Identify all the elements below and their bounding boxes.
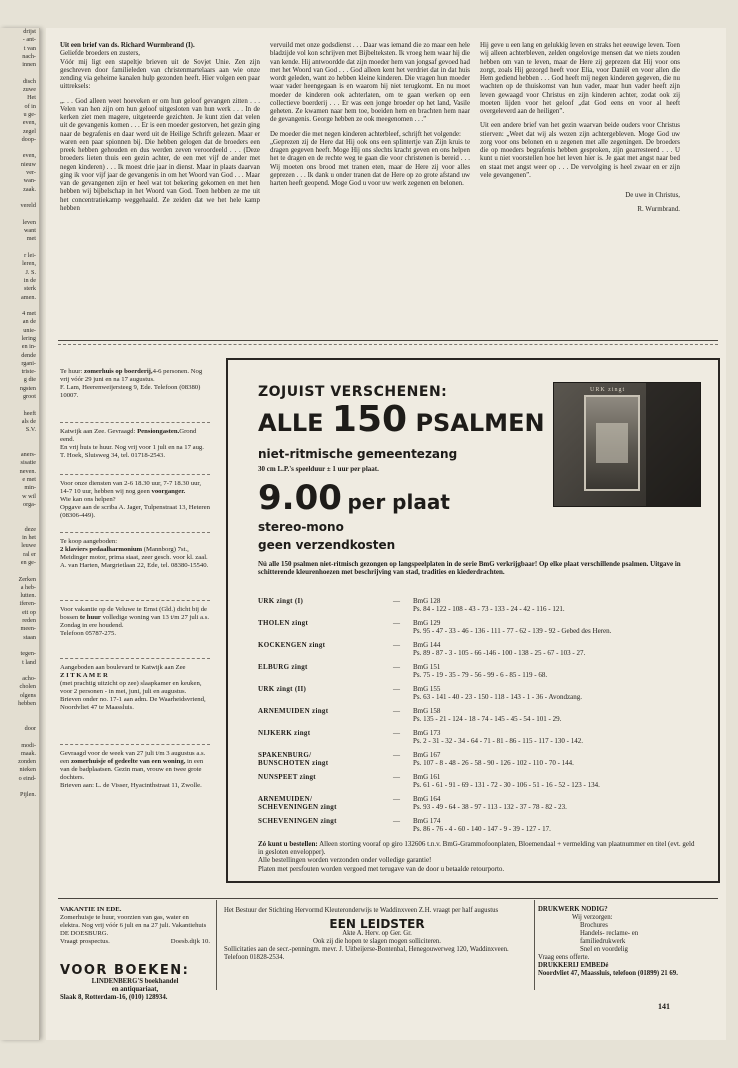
classified-ad (60, 428, 210, 460)
prev-page-line: nach- (22, 52, 36, 60)
letter-paragraph: vervuild met onze godsdienst . . . Daar was iemand die zo maar een hele bladzijde vol kon schrijven met Bijbelteksten. Ik vroeg hem waar hij die van kende. Hij antwoordde dat zijn moeder hem van jongsaf gevoed had met het Woord van God . . . God alleen kent het verdriet dat in dat huis wordt geleden, want zo hebben kleine kinderen. Die vragen hun moeder waar vader heengegaan is en waarom hij niet terugkomt. En nu moet moeder de kinderen ook achterlaten, om te gaan werken op een collectieve boerderij . . . Er was een jonge broeder op het land, Vasile geheten. Ze kwamen naar hem toe, boeiden hem en brachten hem naar de gevangenis. George hebben ze ook meegenomen . . .” (270, 42, 470, 124)
prev-page-line: nieuw (20, 160, 36, 168)
record-code: BmG 174 (413, 817, 441, 825)
record-code: BmG 128 (413, 597, 441, 605)
classified-bold: 2 klaviers pedaalharmonium (60, 545, 143, 553)
record-place: SCHEVENINGEN zingt (258, 817, 337, 825)
drukwerk-line: Brochures (580, 922, 608, 929)
prev-page-line: in de (23, 276, 36, 284)
prev-page-line: a heb- (20, 583, 36, 591)
prev-page-line: ver- (26, 169, 36, 177)
letter-column-3 (480, 42, 680, 215)
classified-bold: Z I T K A M E R (60, 671, 108, 679)
prev-page-line (0, 69, 39, 77)
boeken-address: Slaak 8, Rotterdam-16, (010) 128934. (60, 994, 168, 1001)
ad-stereo: stereo-mono (258, 520, 344, 534)
order-label: Zó kunt u bestellen: (258, 840, 318, 848)
drukwerk-address: Noordvliet 47, Maassluis, telefoon (01899) 21 69. (538, 970, 678, 977)
prev-page-line: triste- (21, 368, 36, 376)
prev-page-line: nieken (19, 766, 36, 774)
prev-page-line: g die (23, 376, 36, 384)
letter-paragraph: „. . . God alleen weet hoeveken er om hun geloof gevangen zitten . . . Velen van hen zijn om hun geloof uitgesloten van hun werk . . . In de kerken ziet men magere, uitgeteerde gezichten. Je kunt zien dat velen uit de gevangenis komen . . . Er is een moeder gestorven, het gezin ging naar de begrafenis en daar werd uit de Heilige Schrift gelezen. Maar er waren een paar spionnen bij. Die hebben gelogen dat de broeders een preek hebben gehouden en dus werden zeven veroordeeld . . . (Deze broeders lieten thuis een gezin achter, de een met vijf de ander met negen kinderen) . . . Ik moest drie jaar in dienst. Maar in plaats daarvan ging ik voor vijf jaar de gevangenis in om het Woord van God . . . Maar van de gevangenen zijn er heel wat tot bekering gekomen en met hen hebben wij bijbelschap in het Woord van God. Toen hebben ze me uit het concentratiekamp weggehaald. Ze zeiden dat we het hele kamp hebben (60, 97, 260, 212)
ad-title-count: 150 (331, 399, 408, 440)
classified-ad (60, 606, 210, 638)
prev-page-line: tegen- (20, 650, 36, 658)
prev-page-line: ral er (23, 550, 36, 558)
record-place: THOLEN zingt (258, 619, 309, 627)
classified-bold: Pensiongasten. (137, 428, 180, 435)
drukwerk-title: DRUKWERK NODIG? (538, 906, 608, 913)
record-code: BmG 164 (413, 795, 441, 803)
record-psalms: Ps. 84 - 122 - 108 - 43 - 73 - 133 - 24 - 42 - 116 - 121. (413, 605, 565, 613)
prev-page-line: t land (22, 658, 36, 666)
record-place: ARNEMUIDEN zingt (258, 707, 329, 715)
classified-lead: Te huur: (60, 368, 85, 375)
prev-page-line: acho- (22, 675, 36, 683)
record-row (258, 751, 698, 773)
record-dash: — (393, 685, 400, 693)
record-psalms: Ps. 95 - 47 - 33 - 46 - 136 - 111 - 77 - 62 - 139 - 92 - Gebed des Heren. (413, 627, 612, 635)
prev-page-line: door (24, 724, 36, 732)
boeken-sub: en antiquariaat, (111, 986, 159, 993)
record-psalms: Ps. 86 - 76 - 4 - 60 - 140 - 147 - 9 - 39 - 127 - 17. (413, 825, 551, 833)
classified-text: (met prachtig uitzicht op zee) slaapkamer en keuken, voor 2 personen - in mei, juni, juli en augustus. Brieven onder no. 17-1 aan adm. De Waarheidsvriend, Noordvliet 47 te Maassluis. (60, 679, 206, 711)
prev-page-line: even, (22, 152, 36, 160)
photo-window-image (584, 395, 640, 491)
record-row (258, 707, 698, 729)
record-psalms: Ps. 107 - 8 - 48 - 26 - 58 - 90 - 126 - 102 - 110 - 70 - 144. (413, 759, 574, 767)
ad-lp-info: 30 cm L.P.'s speelduur ± 1 uur per plaat. (258, 465, 379, 473)
section-divider-dashed (58, 344, 718, 345)
record-dash: — (393, 707, 400, 715)
ad-heading: ZOJUIST VERSCHENEN: (258, 384, 448, 400)
record-place: NIJKERK zingt (258, 729, 311, 737)
record-dash: — (393, 729, 400, 737)
classified-text: (Mannborg) 7st., Meidinger motor, prima staat, zeer gesch. voor kl. zaal. A. van Harten, Margrietlaan 22, Ede, tel. 08380-15540. (60, 545, 209, 569)
record-dash: — (393, 597, 400, 605)
prev-page-line: drijst (23, 28, 36, 35)
column-rule (216, 900, 217, 990)
prev-page-line: staan (23, 633, 36, 641)
classified-separator (60, 422, 210, 423)
classified-text: Grond eend. En vrij huis te huur. Nog vrij voor 1 juli en na 17 aug. T. Hoek, Sluisweg 34, tel. 01718-2543. (60, 428, 204, 459)
prev-page-line (0, 708, 39, 716)
boeken-shop: LINDENBERG'S boekhandel (91, 978, 179, 985)
prev-page-line: zaak. (23, 185, 36, 193)
classified-text: volledige woning van 13 t/m 27 juli a.s. Zondag in ere houdend. Telefoon 05787-275. (60, 613, 209, 637)
prev-page-line: als de (21, 417, 36, 425)
prev-page-line (0, 733, 39, 741)
classified-separator (60, 532, 210, 533)
prev-page-line: lering (21, 334, 36, 342)
drukwerk-line: Handels- reclame- en (580, 930, 639, 937)
prev-page-line: S.V. (25, 426, 36, 434)
record-place: NUNSPEET zingt (258, 773, 316, 781)
prev-page-line (0, 211, 39, 219)
prev-page-line: lutten. (20, 592, 36, 600)
prev-page-line: groot (22, 393, 36, 401)
record-psalms: Ps. 135 - 21 - 124 - 18 - 74 - 145 - 45 - 54 - 101 - 29. (413, 715, 562, 723)
classified-lead: Gevraagd voor de week van 27 juli t/m 3 augustus a.s. een (60, 750, 206, 765)
record-row (258, 663, 698, 685)
drukwerk-line: Snel en voordelig (580, 946, 628, 953)
ad-price (258, 478, 450, 518)
ad-price-value: 9.00 (258, 478, 342, 518)
prev-page-line: deze (24, 525, 36, 533)
leidster-title: EEN LEIDSTER (329, 917, 425, 931)
classified-text: in een van de badplaatsen. Gezin man, vrouw en twee grote dochters. Brieven aan: L. de Visser, Hyacinthstraat 11, Zwolle. (60, 757, 204, 789)
record-code: BmG 173 (413, 729, 441, 737)
classified-separator (60, 600, 210, 601)
record-psalms: Ps. 93 - 49 - 64 - 38 - 97 - 113 - 132 - 37 - 78 - 82 - 23. (413, 803, 567, 811)
prev-page-line: cholen (19, 683, 36, 691)
letter-signoff: De uwe in Christus, (625, 192, 680, 199)
classified-lead: Katwijk aan Zee. Gevraagd: (60, 428, 138, 435)
prev-page-line: orga- (23, 500, 36, 508)
classified-ad (60, 664, 210, 711)
bottom-divider (58, 898, 718, 899)
classified-bold: te huur (79, 613, 101, 621)
record-place: URK zingt (II) (258, 685, 307, 693)
prev-page-line: en in- (21, 343, 36, 351)
ad-intro: Nú alle 150 psalmen niet-ritmisch gezongen op langspeelplaten in de serie BmG verkrijgbaar! Op elke plaat verschillende psalmen. Uitgave in schitterende kleurenhoezen met beschrijving van stad, tradities en kiederdrachten. (258, 560, 681, 577)
letter-heading: Uit een brief van ds. Richard Wurmbrand (I). (60, 42, 195, 49)
prev-page-line: en ge- (20, 559, 36, 566)
prev-page-line: vereld (20, 202, 36, 210)
prev-page-line: aners- (20, 451, 36, 459)
prev-page-line: leven (22, 218, 36, 226)
leidster-akte: Akte A. Herv. op Ger. Gr. (342, 930, 412, 937)
prev-page-line: Zerken (18, 575, 36, 583)
classified-separator (60, 744, 210, 745)
prev-page-line: r lei- (24, 252, 36, 260)
vakantie-address: Doesb.dijk 10. (170, 937, 210, 945)
classified-bold: zomerhuisje of gedeelte van een woning, (70, 757, 186, 765)
prev-page-line: modi- (21, 741, 36, 749)
record-row (258, 817, 698, 839)
prev-page-line: leuwe (21, 542, 36, 550)
drukwerk-company: DRUKKERIJ EMBEDé (538, 962, 609, 969)
record-row (258, 641, 698, 663)
record-code: BmG 151 (413, 663, 441, 671)
record-code: BmG 129 (413, 619, 441, 627)
record-row (258, 773, 698, 795)
ad-title-psalmen: PSALMEN (415, 409, 545, 437)
classified-lead: Aangeboden aan boulevard te Katwijk aan Zee (60, 664, 186, 671)
record-place: SPAKENBURG/ BUNSCHOTEN zingt (258, 751, 329, 768)
prev-page-line: unie- (23, 326, 36, 334)
prev-page-line: leren, (22, 260, 36, 268)
boeken-title: VOOR BOEKEN: (60, 963, 190, 978)
record-code: BmG 161 (413, 773, 441, 781)
prev-page-line: dende (21, 351, 36, 359)
classified-ad (60, 750, 210, 790)
prev-page-line: eit op (22, 608, 36, 616)
prev-page-line: disch (22, 77, 36, 85)
record-dash: — (393, 795, 400, 803)
prev-page-line (0, 642, 39, 650)
record-cover-photo (553, 382, 701, 507)
classified-separator (60, 474, 210, 475)
prev-page-line (0, 435, 39, 443)
ad-subtitle: niet-ritmische gemeentezang (258, 447, 458, 461)
letter-column-2 (270, 42, 470, 188)
record-psalms: Ps. 61 - 61 - 91 - 69 - 131 - 72 - 30 - 106 - 51 - 16 - 52 - 123 - 134. (413, 781, 600, 789)
prev-page-line: zegel (22, 127, 36, 135)
record-dash: — (393, 641, 400, 649)
classified-separator (60, 658, 210, 659)
record-list (258, 597, 698, 839)
photo-shade (646, 383, 701, 507)
record-row (258, 619, 698, 641)
prev-page-line: met (26, 235, 36, 243)
prev-page-line: min- (24, 484, 36, 492)
record-code: BmG 158 (413, 707, 441, 715)
prev-page-line (0, 783, 39, 791)
prev-page-line: an de (22, 318, 36, 326)
prev-page-line: t van (23, 44, 36, 52)
prev-page-line: ngsten (19, 384, 36, 392)
prev-page-line: Pijlen. (20, 791, 36, 799)
classified-ad (60, 480, 210, 520)
prev-page-line: maak. (21, 749, 36, 757)
prev-page-line: hebben (18, 700, 36, 708)
record-psalms: Ps. 89 - 87 - 3 - 105 - 66 -146 - 100 - 138 - 25 - 67 - 103 - 27. (413, 649, 586, 657)
page-number: 141 (658, 1002, 670, 1011)
ad-title-alle: ALLE (258, 409, 324, 437)
ad-price-unit: per plaat (347, 490, 450, 514)
previous-page-edge (0, 28, 40, 1040)
leidster-hope: Ook zij die hopen te slagen mogen solliciteren. (313, 938, 441, 945)
prev-page-line: w wil (22, 492, 36, 500)
prev-page-line (0, 302, 39, 310)
letter-paragraph: Hij geve u een lang en gelukkig leven en straks het eeuwige leven. Toen wij alleen achterbleven, zelden ongelovige mensen dat we niets zouden hebben om van te leven, maar de Here zij geprezen dat Hij voor ons zorgt, zoals Hij gezorgd heeft voor Elia, voor Daniël en voor allen die Hem gediend hebben . . . God heeft mij negen kinderen gegeven, die nu wachten op de thuiskomst van hun vader, maar hun vader heeft zijn leven gewaagd voor Christus en zijn kinderen achter, zodat ook zij moeten lijden voor het geloof „dat God eens en voor al heeft overgeleverd aan de heiligen”. (480, 42, 680, 115)
drukwerk-line: familiedrukwerk (580, 938, 626, 945)
prev-page-line: of in (24, 102, 36, 110)
record-dash: — (393, 619, 400, 627)
record-psalms: Ps. 63 - 141 - 40 - 23 - 150 - 118 - 143 - 1 - 36 - Avondzang. (413, 693, 582, 701)
prev-page-line: J. S. (25, 268, 36, 276)
prev-page-line: Het (27, 94, 36, 102)
prev-page-line: neven. (19, 467, 36, 475)
record-psalms: Ps. 75 - 19 - 35 - 79 - 56 - 99 - 6 - 85 - 119 - 68. (413, 671, 548, 679)
order-text: Alleen storting vooraf op giro 132606 t.n.v. BmG-Grammofoonplaten, Bloemendaal + vermelding van plaatnummer en titel (evt. geld in gesloten envelopper). Alle bestellingen worden verzonden onder volledige garantie! Platen met persfouten worden vergoed met terugave van de door u betaalde retourporto. (258, 840, 695, 873)
prev-page-line (0, 717, 39, 725)
prev-page-line (0, 401, 39, 409)
prev-page-line: sterk (23, 285, 36, 293)
prev-page-line: heeft (23, 409, 36, 417)
prev-page-line (0, 509, 39, 517)
drukwerk-line: Wij verzorgen: (572, 914, 613, 921)
ad-title (258, 399, 545, 441)
section-divider (58, 340, 718, 341)
record-row (258, 795, 698, 817)
ad-order-info (258, 840, 698, 873)
classified-ad (60, 368, 210, 400)
letter-paragraph: Uit een andere brief van het gezin waarvan beide ouders voor Christus stierven: „Weet dat wij als wezen zijn achtergebleven. Moge God uw zorg voor ons belonen en u zegenen met alle zegeningen. De broeders die op moeders begrafenis hebben gesproken, zijn gearresteerd . . . U kunt u niet voorstellen hoe het leven hier is. Je gaat met angst naar bed en staat met angst weer op . . . De vervolging is heel zwaar en er zijn vele gevangenen”. (480, 122, 680, 179)
prev-page-line: o eind- (18, 774, 36, 782)
prev-page-line: reden (22, 617, 36, 625)
record-code: BmG 167 (413, 751, 441, 759)
record-dash: — (393, 663, 400, 671)
prev-page-line (0, 667, 39, 675)
prev-page-line (0, 567, 39, 575)
prev-page-line: in het (22, 534, 36, 542)
classified-text: Wie kan ons helpen? Opgave aan de scriba A. Jager, Tulpenstraat 13, Heteren (08306-449). (60, 495, 210, 519)
prev-page-line (0, 144, 39, 152)
prev-page-line (0, 518, 39, 526)
vakantie-text: Zomerhuisje te huur, voorzien van gas, water en elektra. Nog vrij vóór 6 juli en na 27 juli. Vakantiehuis DE DOESBURG. Vraagt prospectus. (60, 913, 207, 945)
record-place: URK zingt (I) (258, 597, 304, 605)
letter-paragraph: Geliefde broeders en zusters, Vóór mij ligt een stapeltje brieven uit de Sovjet Unie. Zen zijn geschreven door familieleden van christenmartelaars aan wie onze zending via geheime kanalen hulp gezonden heeft. Hier volgen een paar uittreksels: (60, 50, 260, 91)
prev-page-line: innen (22, 61, 36, 69)
classified-bold: zomerhuis op boerderij, (84, 368, 153, 375)
prev-page-line: amen. (21, 293, 36, 301)
record-dash: — (393, 751, 400, 759)
record-dash: — (393, 817, 400, 825)
record-row (258, 729, 698, 751)
ad-shipping: geen verzendkosten (258, 538, 396, 552)
record-place: KOCKENGEN zingt (258, 641, 326, 649)
prev-page-line: 4 met (22, 310, 36, 318)
record-place: ELBURG zingt (258, 663, 308, 671)
prev-page-line: sisatie (20, 459, 36, 467)
prev-page-line: rgani- (21, 359, 36, 367)
record-place: ARNEMUIDEN/ SCHEVENINGEN zingt (258, 795, 337, 812)
prev-page-line: olgens (19, 691, 36, 699)
boeken-ad (60, 963, 210, 1002)
prev-page-line: e met (22, 476, 36, 484)
leidster-ad (224, 907, 530, 962)
record-code: BmG 144 (413, 641, 441, 649)
letter-signature: R. Wurmbrand. (637, 206, 680, 214)
letter-column-1 (60, 42, 260, 213)
prev-page-line: doop- (21, 135, 36, 143)
record-psalms: Ps. 2 - 31 - 32 - 34 - 64 - 71 - 81 - 86 - 115 - 117 - 130 - 142. (413, 737, 583, 745)
record-row (258, 685, 698, 707)
leidster-apply: Sollicitaties aan de secr.-penningm. mevr. J. Uitbeijerse-Bontenbal, Henegouwerweg 120, Waddinxveen. Telefoon 01828-2534. (224, 946, 509, 961)
prev-page-line: iferen- (19, 600, 36, 608)
drukwerk-ad (538, 906, 718, 978)
prev-page-line: u ge- (23, 110, 36, 118)
record-row (258, 597, 698, 619)
leidster-intro: Het Bestuur der Stichting Hervormd Kleuteronderwijs te Waddinxveen Z.H. vraagt per half augustus (224, 907, 499, 914)
prev-page-line (0, 443, 39, 451)
photo-caption: URK zingt (590, 387, 626, 393)
vakantie-title: VAKANTIE IN EDE. (60, 906, 122, 913)
classified-lead: Te koop aangeboden: (60, 538, 118, 545)
prev-page-line: zuwe (22, 86, 36, 94)
record-code: BmG 155 (413, 685, 441, 693)
prev-page-line: wan- (23, 177, 36, 185)
prev-page-line: even, (22, 119, 36, 127)
classified-ad (60, 538, 210, 570)
record-dash: — (393, 773, 400, 781)
classified-bold: voorganger. (151, 487, 186, 495)
prev-page-line: - ant- (22, 36, 36, 44)
letter-paragraph: De moeder die met negen kinderen achterbleef, schrijft het volgende: „Geprezen zij de Here dat Hij ook ons een splintertje van Zijn kruis te dragen gegeven heeft. Moge Hij ons slechts kracht geven en ons helpen het te dragen en de rechte weg te gaan die voor christenen is bereid . . . Wij moeten ons brood met tranen eten, maar de Here zij voor alles geprezen . . . Ik dank u onder tranen dat de Here op zo grote afstand uw harten heeft geopend. Moge God u voor uw werk zegenen en belonen. (270, 130, 470, 187)
column-rule (534, 900, 535, 990)
drukwerk-ask: Vraag eens offerte. (538, 954, 590, 961)
prev-page-line: meen- (20, 625, 36, 633)
classified-text: 4-6 personen. Nog vrij vóór 29 juni en na 17 augustus. F. Lam, Heerenweijersteeg 9, Ede. Telefoon (08380) 10007. (60, 368, 203, 399)
classified-lead: Voor onze diensten van 2-6 18.30 uur, 7-7 18.30 uur, 14-7 10 uur, hebben wij nog geen (60, 480, 202, 495)
vakantie-ede-ad (60, 906, 210, 945)
classified-lead: Voor vakantie op de Veluwe te Ernst (Gld.) dicht bij de bossen (60, 606, 208, 621)
prev-page-line: zonden (18, 758, 36, 766)
prev-page-line (0, 194, 39, 202)
prev-page-line (0, 244, 39, 252)
magazine-page (46, 28, 726, 1040)
prev-page-line: want (23, 227, 36, 235)
psalmen-record-advertisement (226, 358, 720, 883)
